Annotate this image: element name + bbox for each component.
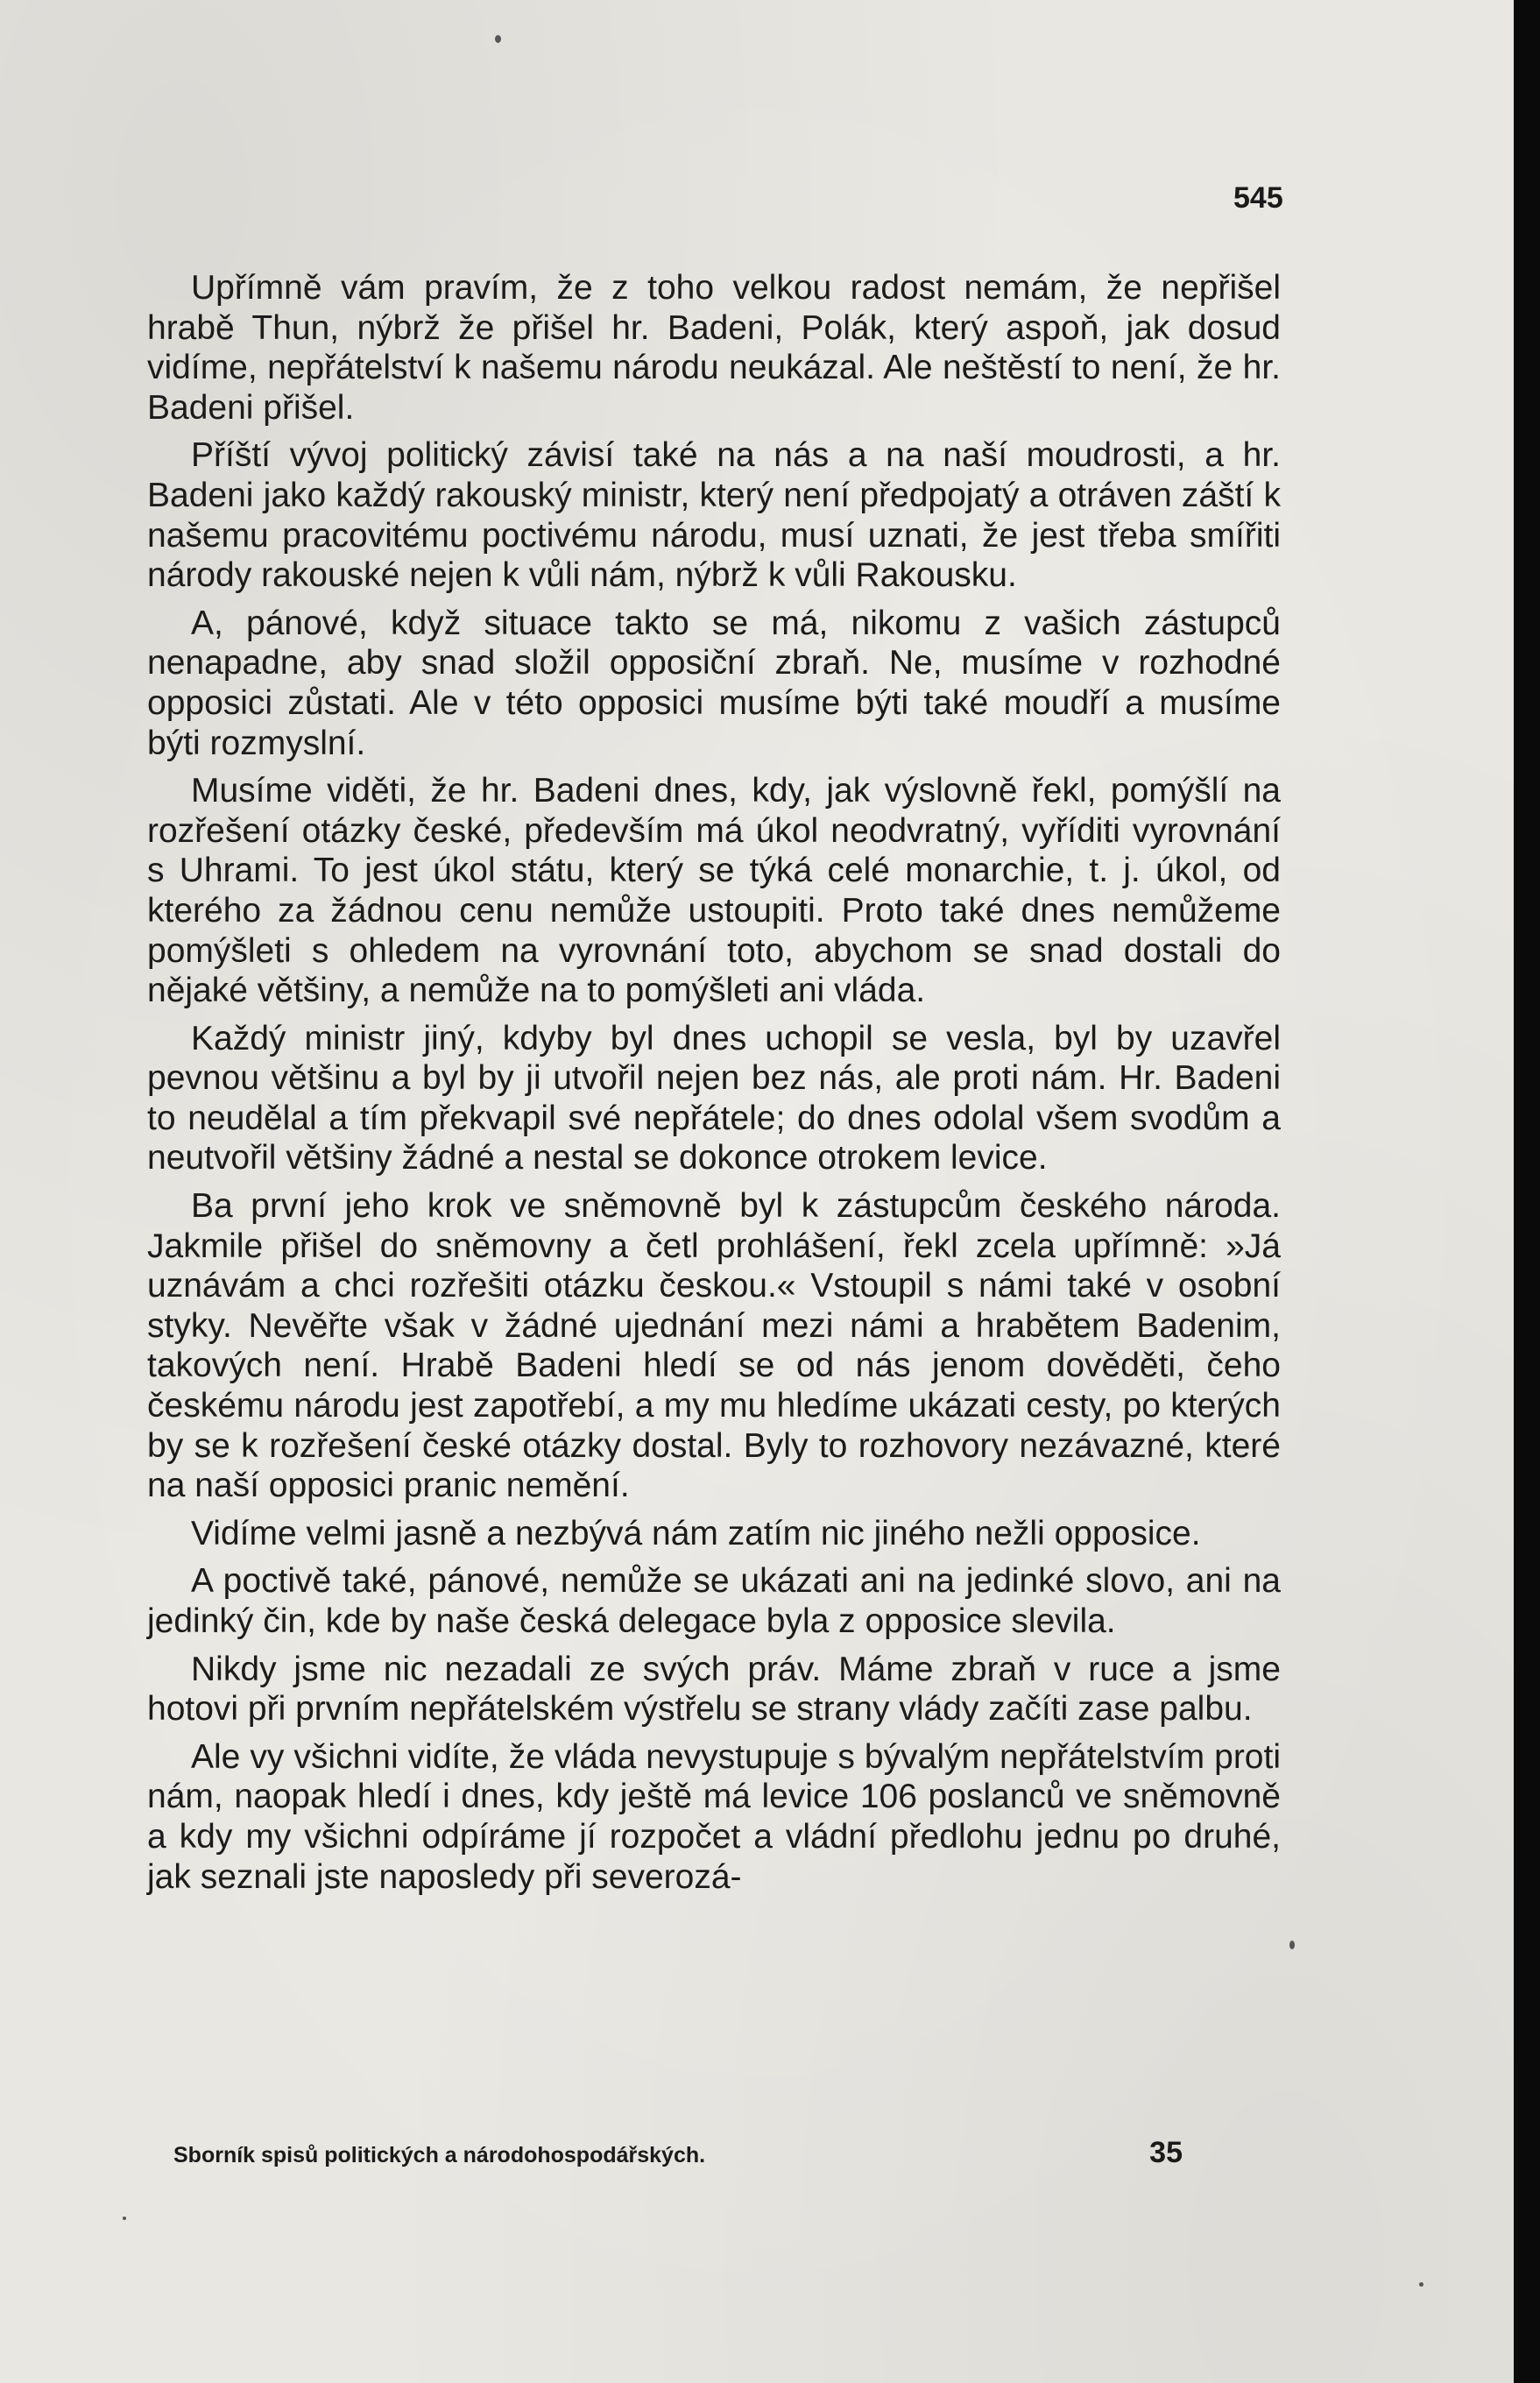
scan-speck — [123, 2217, 126, 2220]
scan-speck — [1419, 2282, 1423, 2287]
scan-speck — [1289, 1941, 1295, 1949]
paragraph: A poctivě také, pánové, nemůže se ukázati ani na jedinké slovo, ani na jedinký čin, kde by naše česká delegace byla z opposice slevila. — [147, 1562, 1281, 1640]
paragraph: A, pánové, když situace takto se má, nikomu z vašich zástupců nenapadne, aby snad složil opposiční zbraň. Ne, musíme v rozhodné opposici zůstati. Ale v této opposici musíme býti také moudří a musíme býti rozmyslní. — [147, 604, 1281, 762]
paragraph: Upřímně vám pravím, že z toho velkou radost nemám, že nepřišel hrabě Thun, nýbrž že přišel hr. Badeni, Polák, který aspoň, jak dosud vidíme, nepřátelství k našemu národu neukázal. Ale neštěstí to není, že hr. Badeni přišel. — [147, 269, 1281, 427]
paragraph: Ale vy všichni vidíte, že vláda nevystupuje s bývalým nepřátelstvím proti nám, naopak hledí i dnes, kdy ještě má levice 106 poslanců ve sněmovně a kdy my všichni odpíráme jí rozpočet a vládní předlohu jednu po druhé, jak seznali jste naposledy při severozá- — [147, 1737, 1281, 1896]
paragraph: Musíme viděti, že hr. Badeni dnes, kdy, jak výslovně řekl, pomýšlí na rozřešení otázky české, především má úkol neodvratný, vyříditi vyrovnání s Uhrami. To jest úkol státu, který se týká celé monarchie, t. j. úkol, od kterého za žádnou cenu nemůže ustoupiti. Proto také dnes nemůžeme pomýšleti s ohledem na vyrovnání toto, abychom se snad dostali do nějaké většiny, a nemůže na to pomýšleti ani vláda. — [147, 772, 1281, 1010]
paragraph: Vidíme velmi jasně a nezbývá nám zatím nic jiného nežli opposice. — [191, 1514, 1201, 1552]
page-number: 545 — [1233, 181, 1283, 215]
footer-title: Sborník spisů politických a národohospodářských. — [173, 2143, 706, 2167]
page-footer — [173, 2136, 1183, 2170]
paragraph: Nikdy jsme nic nezadali ze svých práv. Máme zbraň v ruce a jsme hotovi při prvním nepřátelském výstřelu se strany vlády začíti zase palbu. — [147, 1650, 1281, 1729]
scan-speck — [495, 35, 501, 43]
scan-border — [1514, 0, 1540, 2383]
paragraph: Každý ministr jiný, kdyby byl dnes uchopil se vesla, byl by uzavřel pevnou většinu a byl by ji utvořil nejen bez nás, ale proti nám. Hr. Badeni to neudělal a tím překvapil své nepřátele; do dnes odolal všem svodům a neutvořil většiny žádné a nestal se dokonce otrokem levice. — [147, 1019, 1281, 1177]
paragraph: Příští vývoj politický závisí také na nás a na naší moudrosti, a hr. Badeni jako každý rakouský ministr, který není předpojatý a otráven záští k našemu pracovitému poctivému národu, musí uznati, že jest třeba smířiti národy rakouské nejen k vůli nám, nýbrž k vůli Rakousku. — [147, 436, 1281, 595]
body-text — [147, 268, 1281, 1905]
signature-mark: 35 — [1149, 2136, 1183, 2169]
paragraph: Ba první jeho krok ve sněmovně byl k zástupcům českého národa. Jakmile přišel do sněmovny a četl prohlášení, řekl zcela upřímně: »Já uznávám a chci rozřešiti otázku českou.« Vstoupil s námi také v osobní styky. Nevěřte však v žádné ujednání mezi námi a hrabětem Badenim, takových není. Hrabě Badeni hledí se od nás jenom dověděti, čeho českému národu jest zapotřebí, a my mu hledíme ukázati cesty, po kterých by se k rozřešení české otázky dostal. Byly to rozhovory nezávazné, které na naší opposici pranic nemění. — [147, 1187, 1281, 1505]
